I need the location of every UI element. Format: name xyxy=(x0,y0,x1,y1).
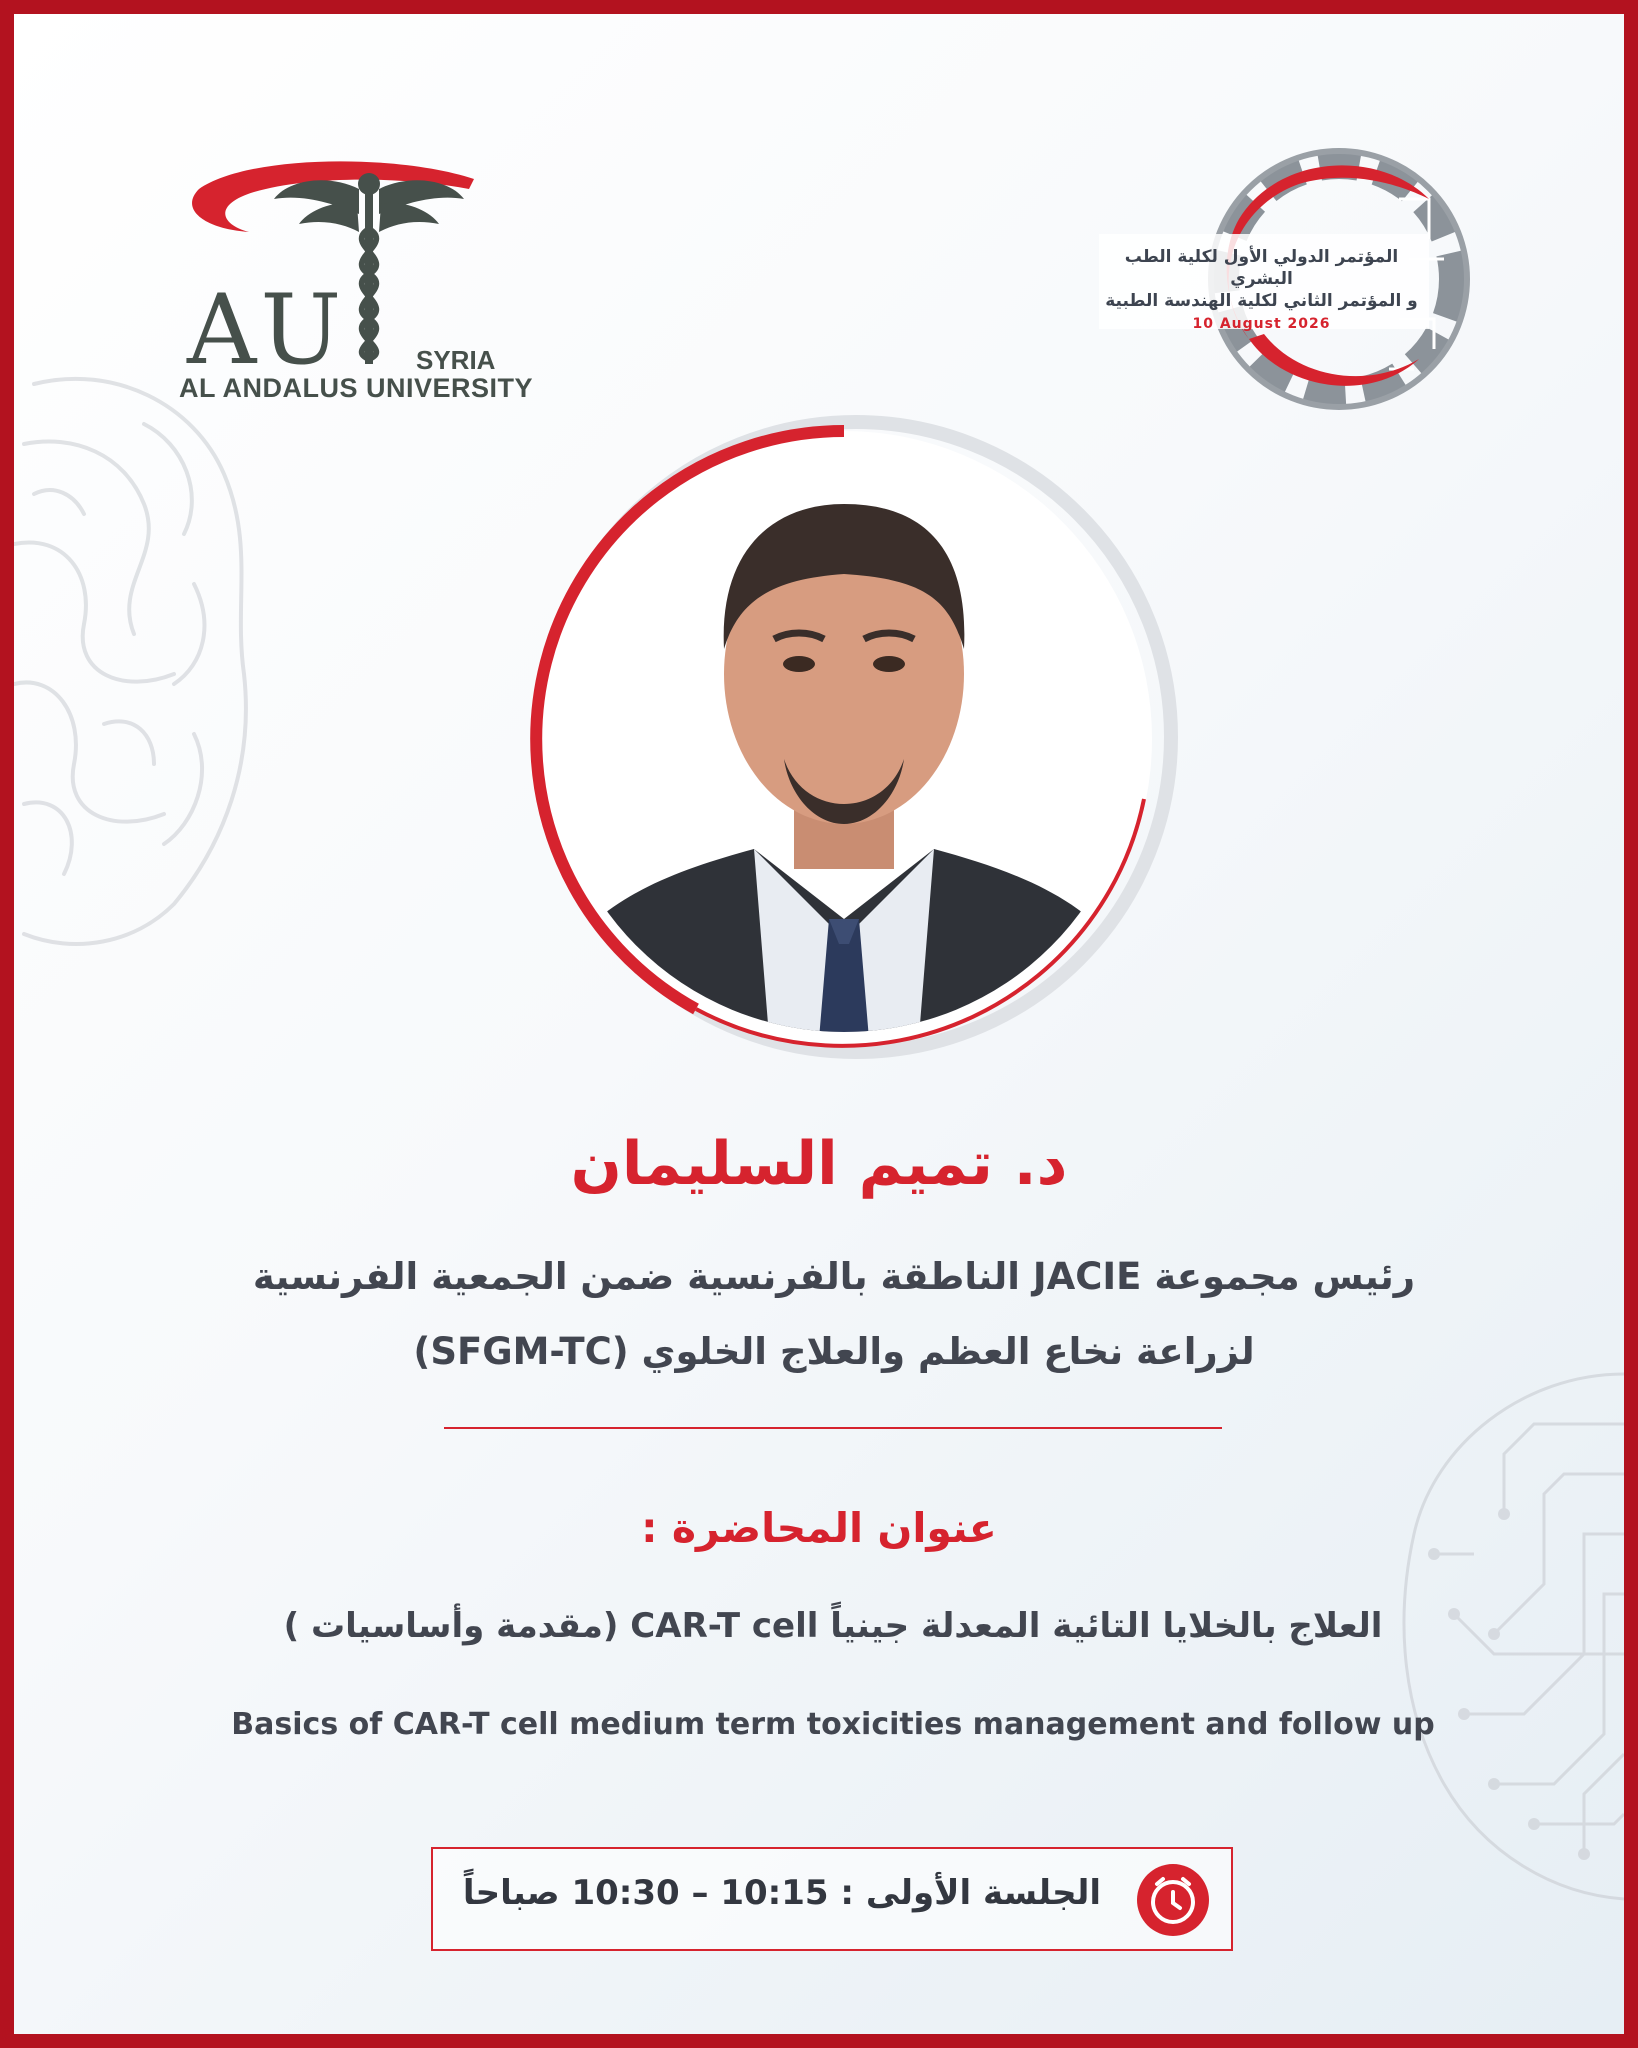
speaker-name: د. تميم السليمان xyxy=(570,1129,1068,1199)
conference-date: 10 August 2026 xyxy=(1192,316,1331,332)
speaker-role xyxy=(194,1239,1474,1389)
lecture-label: عنوان المحاضرة : xyxy=(641,1504,997,1552)
divider xyxy=(444,1427,1222,1429)
university-logo xyxy=(179,154,534,404)
conference-logo xyxy=(1099,129,1499,429)
speaker-photo xyxy=(504,399,1184,1079)
university-letters: AU xyxy=(187,274,346,386)
session-box xyxy=(431,1847,1233,1951)
conference-title-line1: المؤتمر الدولي الأول لكلية الطب البشري xyxy=(1124,247,1399,289)
conference-title-line2: و المؤتمر الثاني لكلية الهندسة الطبية xyxy=(1105,291,1418,311)
clock-icon xyxy=(1135,1862,1211,1938)
brain-pattern-icon xyxy=(0,344,264,964)
lecture-title-arabic: العلاج بالخلايا التائية المعدلة جينياً CAR-T cell (مقدمة وأساسيات ) xyxy=(283,1606,1383,1646)
speaker-role-line2: لزراعة نخاع العظم والعلاج الخلوي (SFGM-TC) xyxy=(413,1330,1255,1373)
lecture-title-english: Basics of CAR-T cell medium term toxicities management and follow up xyxy=(231,1707,1435,1742)
speaker-role-line1: رئيس مجموعة JACIE الناطقة بالفرنسية ضمن الجمعية الفرنسية xyxy=(252,1255,1416,1298)
session-time: الجلسة الأولى : 10:15 – 10:30 صباحاً xyxy=(462,1873,1101,1913)
university-name: AL ANDALUS UNIVERSITY xyxy=(179,373,534,403)
university-country: SYRIA xyxy=(416,345,496,375)
